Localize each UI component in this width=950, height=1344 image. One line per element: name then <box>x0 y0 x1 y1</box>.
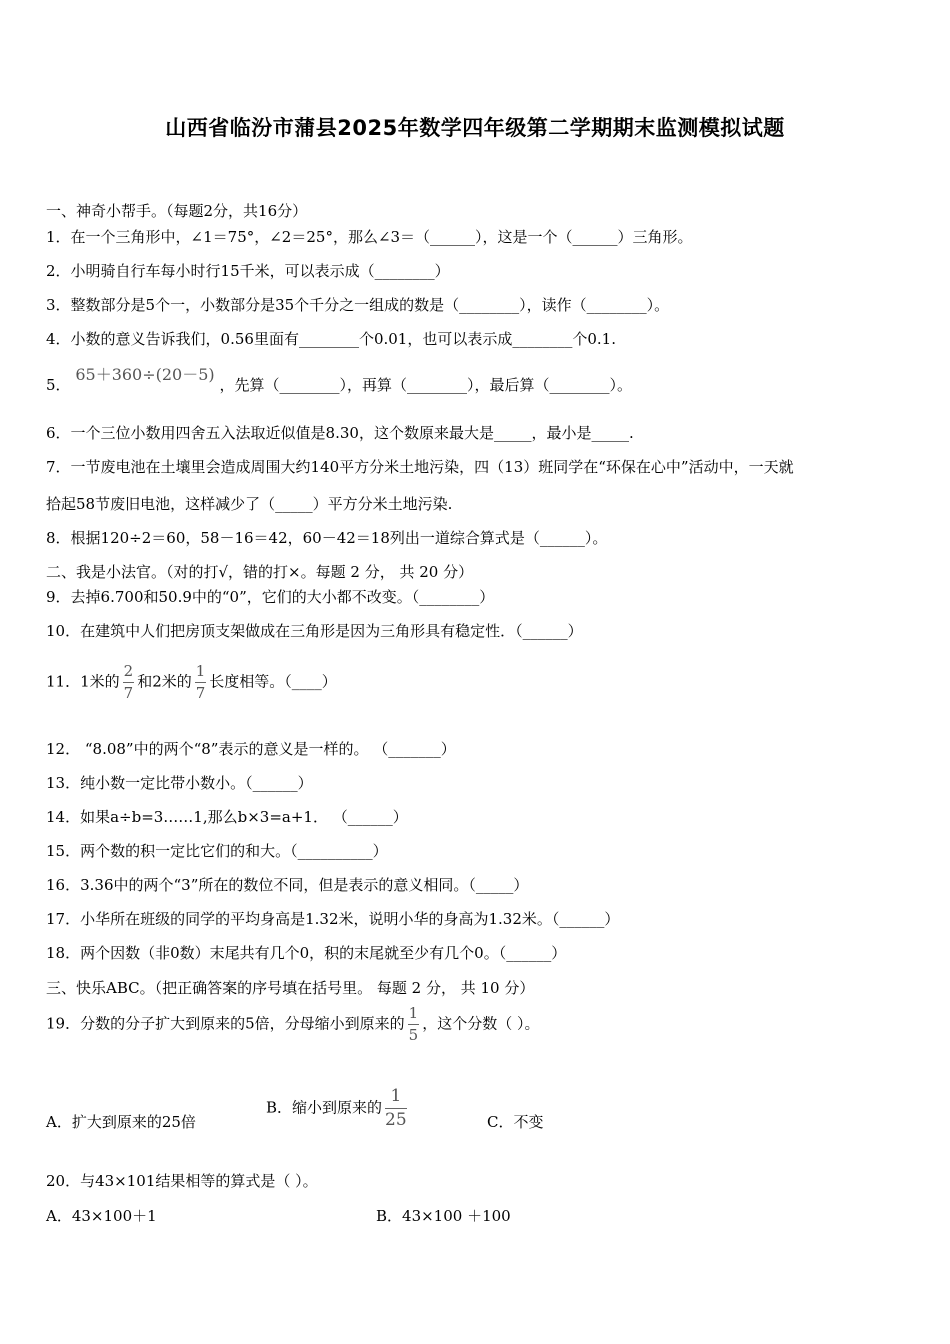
question-12: 12． “8.08”中的两个“8”表示的意义是一样的。 （_______） <box>46 740 456 758</box>
question-5-expression: 65＋360÷(20－5) <box>75 365 215 384</box>
question-10: 10．在建筑中人们把房顶支架做成在三角形是因为三角形具有稳定性．（______） <box>46 622 583 640</box>
question-18: 18．两个因数（非0数）末尾共有几个0，积的末尾就至少有几个0。（______） <box>46 944 567 962</box>
question-11-text-c: 长度相等。（____） <box>209 672 337 691</box>
question-17: 17．小华所在班级的同学的平均身高是1.32米，说明小华的身高为1.32米。（______） <box>46 910 620 928</box>
question-20-option-b: B．43×100 ＋100 <box>376 1207 511 1225</box>
question-2: 2．小明骑自行车每小时行15千米，可以表示成（________） <box>46 262 450 280</box>
question-20: 20．与43×101结果相等的算式是（ ）。 <box>46 1172 318 1190</box>
section-3-heading: 三、快乐ABC。（把正确答案的序号填在括号里。 每题 2 分， 共 10 分） <box>46 979 535 997</box>
question-20-option-a: A．43×100＋1 <box>46 1207 157 1225</box>
option-b-text: B．缩小到原来的 <box>266 1098 383 1117</box>
question-1: 1．在一个三角形中，∠1＝75°，∠2＝25°，那么∠3＝（______），这是一个（______）三角形。 <box>46 228 693 246</box>
question-5 <box>46 365 632 395</box>
question-19-text-a: 19．分数的分子扩大到原来的5倍，分母缩小到原来的 <box>46 1014 405 1033</box>
section-1-heading: 一、神奇小帮手。（每题2分，共16分） <box>46 202 308 220</box>
question-6: 6．一个三位小数用四舍五入法取近似值是8.30，这个数原来最大是_____，最小是_____. <box>46 424 634 442</box>
question-19-option-c: C．不变 <box>487 1113 544 1131</box>
question-19 <box>46 1006 539 1043</box>
question-8: 8．根据120÷2＝60，58－16＝42，60－42＝18列出一道综合算式是（______）。 <box>46 529 608 547</box>
question-9: 9．去掉6.700和50.9中的“0”，它们的大小都不改变。（________） <box>46 588 495 606</box>
question-19-option-b <box>266 1088 410 1129</box>
fraction-1-7: $\frac{1}{7}$ <box>195 662 206 702</box>
question-16: 16．3.36中的两个“3”所在的数位不同，但是表示的意义相同。（_____） <box>46 876 529 894</box>
question-11-text-a: 11．1米的 <box>46 672 120 691</box>
question-5-number: 5． <box>46 376 71 394</box>
section-2-heading: 二、我是小法官。（对的打√，错的打×。每题 2 分， 共 20 分） <box>46 563 474 581</box>
fraction-1-25: $\frac{1}{25}$ <box>385 1086 407 1130</box>
question-19-option-a: A．扩大到原来的25倍 <box>46 1113 196 1131</box>
page-title: 山西省临汾市蒲县2025年数学四年级第二学期期末监测模拟试题 <box>165 116 785 140</box>
question-4: 4．小数的意义告诉我们，0.56里面有________个0.01，也可以表示成________个0.1. <box>46 330 616 348</box>
fraction-1-5: $\frac{1}{5}$ <box>408 1004 419 1044</box>
question-11-text-b: 和2米的 <box>137 672 192 691</box>
question-14: 14．如果a÷b=3……1,那么b×3=a+1． （______） <box>46 808 408 826</box>
question-7-line-1: 7．一节废电池在土壤里会造成周围大约140平方分米土地污染，四（13）班同学在“环保在心中”活动中，一天就 <box>46 458 794 476</box>
question-11 <box>46 664 337 701</box>
question-3: 3．整数部分是5个一，小数部分是35个千分之一组成的数是（________），读作（________）。 <box>46 296 670 314</box>
fraction-2-7: $\frac{2}{7}$ <box>123 662 134 702</box>
question-13: 13．纯小数一定比带小数小。（______） <box>46 774 313 792</box>
question-7-line-2: 拾起58节废旧电池，这样减少了（_____）平方分米土地污染. <box>46 495 453 513</box>
question-19-text-b: ，这个分数（ ）。 <box>422 1014 540 1033</box>
question-5-text: ，先算（________），再算（________），最后算（________）。 <box>219 376 632 394</box>
question-15: 15．两个数的积一定比它们的和大。（__________） <box>46 842 388 860</box>
